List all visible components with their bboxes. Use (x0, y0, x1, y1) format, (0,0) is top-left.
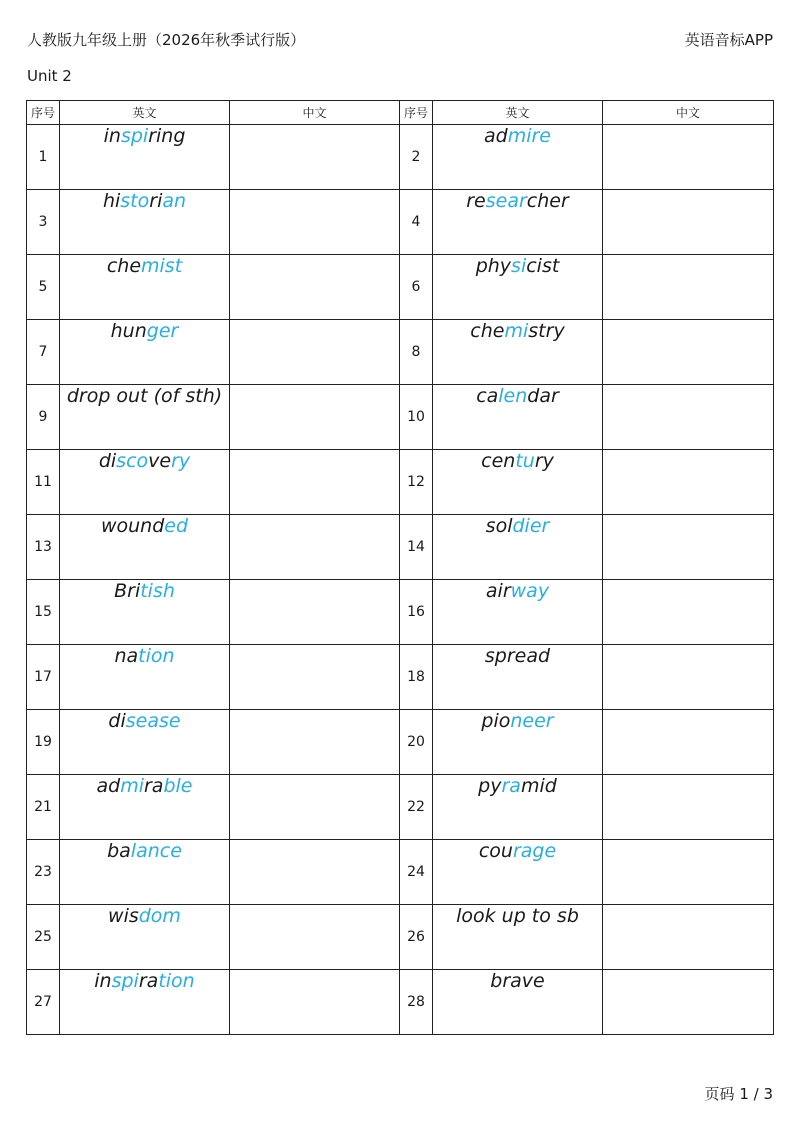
word-number: 9 (27, 385, 60, 450)
word-number: 22 (400, 775, 433, 840)
syllable-highlight: mire (507, 125, 551, 147)
english-word (433, 710, 603, 775)
syllable: cher (526, 190, 569, 212)
syllable-highlight: ra (501, 775, 521, 797)
chinese-answer-cell[interactable] (603, 515, 774, 580)
syllable-highlight: mi (504, 320, 529, 342)
page-number: 页码 1 / 3 (704, 1085, 773, 1103)
syllable: ra (144, 775, 164, 797)
chinese-answer-cell[interactable] (230, 190, 400, 255)
syllable-highlight: way (510, 580, 550, 602)
syllable: py (478, 775, 502, 797)
chinese-answer-cell[interactable] (230, 840, 400, 905)
header-number-left: 序号 (27, 101, 60, 125)
chinese-answer-cell[interactable] (230, 125, 400, 190)
english-word (60, 580, 230, 645)
english-word (433, 580, 603, 645)
word-number: 14 (400, 515, 433, 580)
syllable: sol (485, 515, 513, 537)
chinese-answer-cell[interactable] (603, 840, 774, 905)
word-number: 19 (27, 710, 60, 775)
chinese-answer-cell[interactable] (230, 710, 400, 775)
table-row (27, 125, 774, 190)
english-word (433, 775, 603, 840)
table-row (27, 190, 774, 255)
english-word (433, 970, 603, 1035)
table-row (27, 385, 774, 450)
english-word (60, 840, 230, 905)
syllable-highlight: ble (163, 775, 193, 797)
header-english-right: 英文 (433, 101, 603, 125)
table-row (27, 450, 774, 515)
english-word (433, 190, 603, 255)
syllable-highlight: ed (164, 515, 189, 537)
word-number: 18 (400, 645, 433, 710)
english-word (433, 255, 603, 320)
syllable-highlight: sease (125, 710, 181, 732)
syllable: cou (478, 840, 513, 862)
english-word (433, 645, 603, 710)
word-number: 2 (400, 125, 433, 190)
word-number: 20 (400, 710, 433, 775)
word-number: 11 (27, 450, 60, 515)
syllable-highlight: tish (140, 580, 175, 602)
syllable: brave (490, 970, 545, 992)
chinese-answer-cell[interactable] (230, 775, 400, 840)
table-row (27, 320, 774, 385)
syllable-highlight: len (498, 385, 528, 407)
syllable-highlight: neer (510, 710, 554, 732)
syllable: in (103, 125, 121, 147)
word-number: 21 (27, 775, 60, 840)
syllable: dar (527, 385, 559, 407)
syllable: hi (102, 190, 121, 212)
vocabulary-table-body (27, 125, 774, 1035)
word-number: 28 (400, 970, 433, 1035)
syllable: ca (476, 385, 499, 407)
syllable-highlight: tion (138, 645, 175, 667)
word-number: 7 (27, 320, 60, 385)
chinese-answer-cell[interactable] (603, 190, 774, 255)
word-number: 17 (27, 645, 60, 710)
syllable-highlight: sto (120, 190, 150, 212)
header-english-left: 英文 (60, 101, 230, 125)
header-chinese-left: 中文 (230, 101, 400, 125)
syllable: ve (148, 450, 172, 472)
syllable: di (98, 450, 117, 472)
syllable-highlight: si (511, 255, 527, 277)
chinese-answer-cell[interactable] (230, 580, 400, 645)
word-number: 23 (27, 840, 60, 905)
syllable-highlight: spi (111, 970, 139, 992)
table-row (27, 970, 774, 1035)
table-row (27, 580, 774, 645)
syllable: di (108, 710, 126, 732)
header-chinese-right: 中文 (603, 101, 774, 125)
syllable: wis (108, 905, 139, 927)
english-word (60, 125, 230, 190)
word-number: 1 (27, 125, 60, 190)
syllable-highlight: spi (120, 125, 149, 147)
syllable-highlight: mist (141, 255, 183, 277)
syllable-highlight: ger (146, 320, 179, 342)
table-row (27, 515, 774, 580)
chinese-answer-cell[interactable] (230, 255, 400, 320)
chinese-answer-cell[interactable] (230, 450, 400, 515)
english-word (433, 320, 603, 385)
chinese-answer-cell[interactable] (230, 645, 400, 710)
syllable: che (470, 320, 505, 342)
english-word (60, 710, 230, 775)
header-number-right: 序号 (400, 101, 433, 125)
syllable: ad (483, 125, 508, 147)
table-header-row (27, 101, 774, 125)
syllable-highlight: tu (515, 450, 535, 472)
syllable: phy (475, 255, 512, 277)
chinese-answer-cell[interactable] (603, 775, 774, 840)
table-row (27, 905, 774, 970)
syllable: na (114, 645, 139, 667)
table-row (27, 775, 774, 840)
syllable: air (485, 580, 511, 602)
syllable: hun (110, 320, 147, 342)
syllable-highlight: mi (120, 775, 144, 797)
table-row (27, 840, 774, 905)
syllable: look up to sb (456, 905, 579, 927)
table-row (27, 255, 774, 320)
syllable-highlight: tion (158, 970, 195, 992)
syllable-highlight: an (162, 190, 187, 212)
syllable: spread (484, 645, 551, 667)
english-word (60, 645, 230, 710)
word-number: 12 (400, 450, 433, 515)
english-word (433, 905, 603, 970)
english-word (60, 450, 230, 515)
syllable-highlight: dom (138, 905, 181, 927)
word-number: 27 (27, 970, 60, 1035)
syllable: ri (149, 190, 163, 212)
chinese-answer-cell[interactable] (603, 710, 774, 775)
chinese-answer-cell[interactable] (230, 320, 400, 385)
word-number: 10 (400, 385, 433, 450)
chinese-answer-cell[interactable] (230, 905, 400, 970)
chinese-answer-cell[interactable] (603, 385, 774, 450)
word-number: 5 (27, 255, 60, 320)
chinese-answer-cell[interactable] (230, 970, 400, 1035)
english-word (60, 320, 230, 385)
syllable: stry (528, 320, 565, 342)
chinese-answer-cell[interactable] (603, 580, 774, 645)
syllable: ad (96, 775, 121, 797)
syllable-highlight: dier (512, 515, 550, 537)
vocabulary-table (26, 100, 774, 1035)
syllable-highlight: sco (116, 450, 149, 472)
document-title: 人教版九年级上册（2026年秋季试行版） (27, 31, 306, 49)
syllable: ra (138, 970, 159, 992)
word-number: 24 (400, 840, 433, 905)
syllable: che (106, 255, 142, 277)
syllable: re (466, 190, 486, 212)
chinese-answer-cell[interactable] (603, 450, 774, 515)
syllable-highlight: ry (171, 450, 191, 472)
chinese-answer-cell[interactable] (603, 970, 774, 1035)
chinese-answer-cell[interactable] (230, 515, 400, 580)
english-word (433, 840, 603, 905)
english-word (433, 125, 603, 190)
word-number: 15 (27, 580, 60, 645)
syllable: cen (481, 450, 516, 472)
word-number: 26 (400, 905, 433, 970)
english-word (60, 905, 230, 970)
english-word (433, 515, 603, 580)
english-word (60, 515, 230, 580)
syllable: ring (148, 125, 186, 147)
english-word (433, 385, 603, 450)
word-number: 6 (400, 255, 433, 320)
chinese-answer-cell[interactable] (230, 385, 400, 450)
unit-label: Unit 2 (27, 67, 72, 85)
english-word (60, 970, 230, 1035)
syllable-highlight: rage (512, 840, 557, 862)
word-number: 8 (400, 320, 433, 385)
table-row (27, 710, 774, 775)
syllable: Bri (114, 580, 141, 602)
syllable: in (94, 970, 112, 992)
syllable-highlight: sear (485, 190, 527, 212)
word-number: 4 (400, 190, 433, 255)
english-word (60, 190, 230, 255)
english-word (433, 450, 603, 515)
syllable: ry (534, 450, 554, 472)
syllable: wound (100, 515, 165, 537)
syllable: ba (107, 840, 131, 862)
english-word (60, 385, 230, 450)
syllable-highlight: lance (130, 840, 182, 862)
english-word (60, 255, 230, 320)
chinese-answer-cell[interactable] (603, 320, 774, 385)
syllable: cist (526, 255, 560, 277)
table-row (27, 645, 774, 710)
app-name: 英语音标APP (684, 31, 773, 49)
syllable: pio (481, 710, 511, 732)
english-word (60, 775, 230, 840)
syllable: drop out (of sth) (66, 385, 223, 407)
word-number: 25 (27, 905, 60, 970)
syllable: mid (520, 775, 557, 797)
chinese-answer-cell[interactable] (603, 255, 774, 320)
word-number: 13 (27, 515, 60, 580)
word-number: 16 (400, 580, 433, 645)
word-number: 3 (27, 190, 60, 255)
chinese-answer-cell[interactable] (603, 905, 774, 970)
chinese-answer-cell[interactable] (603, 645, 774, 710)
chinese-answer-cell[interactable] (603, 125, 774, 190)
